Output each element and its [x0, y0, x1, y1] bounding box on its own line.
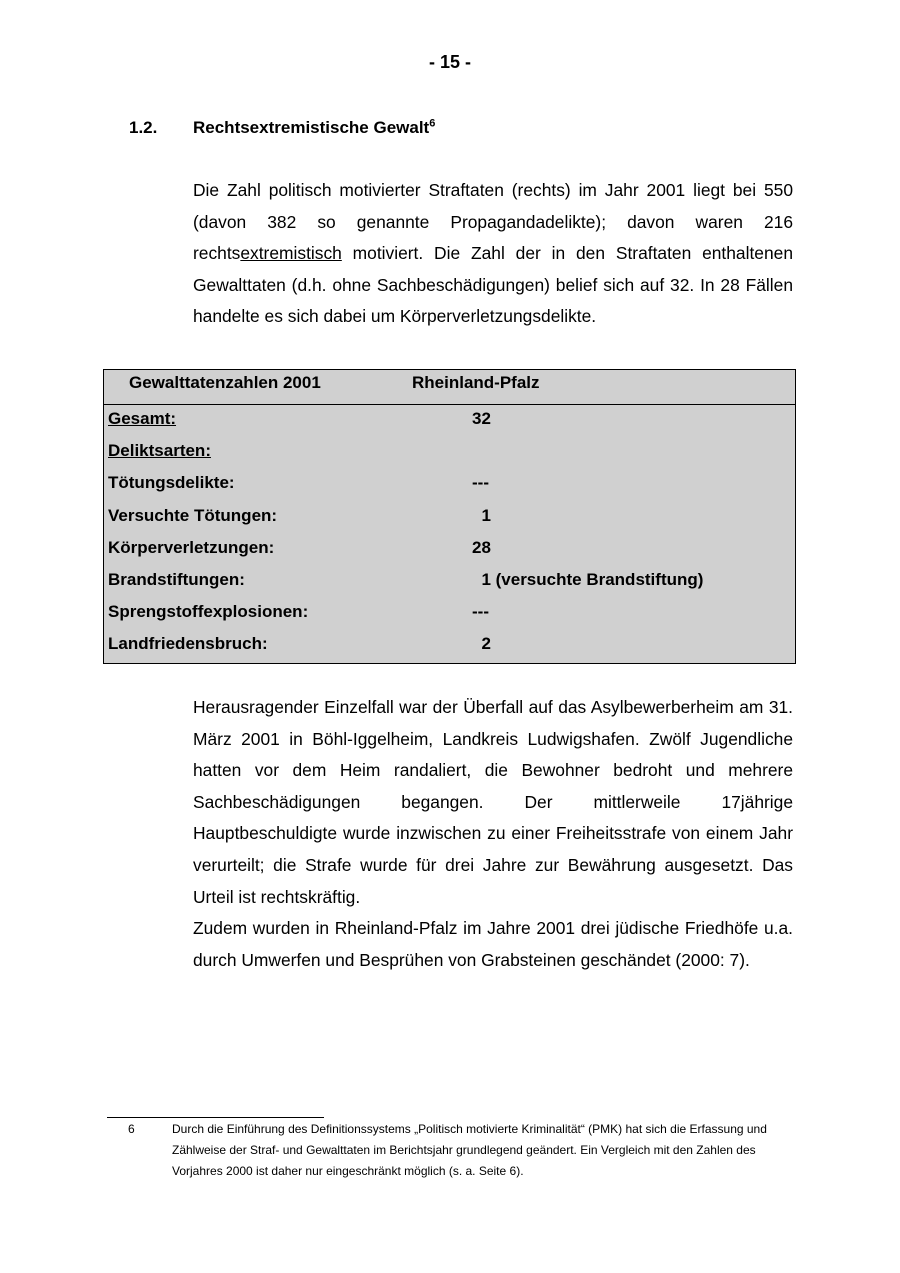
footnote-separator: [107, 1117, 324, 1118]
footnote-number: 6: [128, 1122, 135, 1136]
table-row: [104, 405, 795, 437]
table-row: [104, 630, 795, 662]
section-number: 1.2.: [129, 118, 158, 137]
violence-statistics-table: [103, 369, 796, 664]
row-label-explosions: Sprengstoffexplosionen:: [108, 602, 309, 622]
row-label-attempted-homicides: Versuchte Tötungen:: [108, 505, 278, 525]
row-label-arson: Brandstiftungen:: [108, 569, 245, 589]
section-heading: [129, 116, 435, 140]
intro-paragraph: [193, 175, 793, 333]
row-value-total: 32: [472, 409, 491, 428]
intro-underlined-term: extremistisch: [240, 243, 342, 264]
table-row: [104, 502, 795, 534]
footnote-ref[interactable]: 6: [429, 117, 436, 130]
row-value-bodily-injuries: 28: [472, 537, 491, 557]
row-label-bodily-injuries: Körperverletzungen:: [108, 537, 275, 557]
table-row: [104, 598, 795, 630]
row-value-explosions: ---: [472, 602, 489, 622]
page-number: - 15 -: [428, 52, 471, 72]
table-header: [104, 370, 795, 405]
row-value-breach-of-peace: 2: [472, 634, 491, 654]
table-row: [104, 566, 795, 598]
body-paragraph-cemeteries: Zudem wurden in Rheinland-Pfalz im Jahre 2001 drei jüdische Friedhöfe u.a. durch Umwerfen und Besprühen von Grabsteinen geschändet (2000: 7).: [193, 918, 793, 970]
row-label-homicides: Tötungsdelikte:: [108, 473, 235, 493]
row-label-breach-of-peace: Landfriedensbruch:: [108, 634, 268, 654]
section-title: Rechtsextremistische Gewalt: [193, 118, 430, 137]
row-label-offense-types: Deliktsarten:: [108, 441, 211, 461]
table-header-region: Rheinland-Pfalz: [412, 373, 540, 392]
table-row: [104, 469, 795, 501]
footnote-text: Durch die Einführung des Definitionssystems „Politisch motivierte Kriminalität“ (PMK) hat sich die Erfassung und Zählweise der Straf- und Gewalttaten im Berichtsjahr grundlegend geändert. Ein Vergleich mit den Zahlen des Vorjahres 2000 ist daher nur eingeschränkt möglich (s. a. Seite 6).: [172, 1122, 767, 1178]
table-row: [104, 437, 795, 469]
intro-text-part2: motiviert. Die Zahl der in den Straftaten enthaltenen Gewalttaten (d.h. ohne Sachbeschädigungen) belief sich auf 32. In 28 Fällen handelte es sich dabei um Körperverletzungsdelikte.: [193, 243, 793, 327]
row-value-arson: 1 (versuchte Brandstiftung): [472, 569, 704, 589]
body-paragraph-incident: Herausragender Einzelfall war der Überfall auf das Asylbewerberheim am 31. März 2001 in Böhl-Iggelheim, Landkreis Ludwigshafen. Zwölf Jugendliche hatten vor dem Heim randaliert, die Bewohner bedroht und mehrere Sachbeschädigungen begangen. Der mittlerweile 17jährige Hauptbeschuldigte wurde inzwischen zu einer Freiheitsstrafe von einem Jahr verurteilt; die Strafe wurde für drei Jahre zur Bewährung ausgesetzt. Das Urteil ist rechtskräftig.: [193, 697, 793, 907]
table-row: [104, 534, 795, 566]
body-text: [193, 692, 793, 976]
intro-text-part1: Die Zahl politisch motivierter Straftaten (rechts) im Jahr 2001 liegt bei 550 (davon 382 so genannte Propagandadelikte); davon waren 216 rechts: [193, 180, 793, 264]
row-value-attempted-homicides: 1: [472, 505, 491, 525]
row-value-homicides: ---: [472, 473, 489, 493]
row-label-total: Gesamt:: [108, 409, 177, 428]
table-header-label: Gewalttatenzahlen 2001: [129, 373, 321, 392]
